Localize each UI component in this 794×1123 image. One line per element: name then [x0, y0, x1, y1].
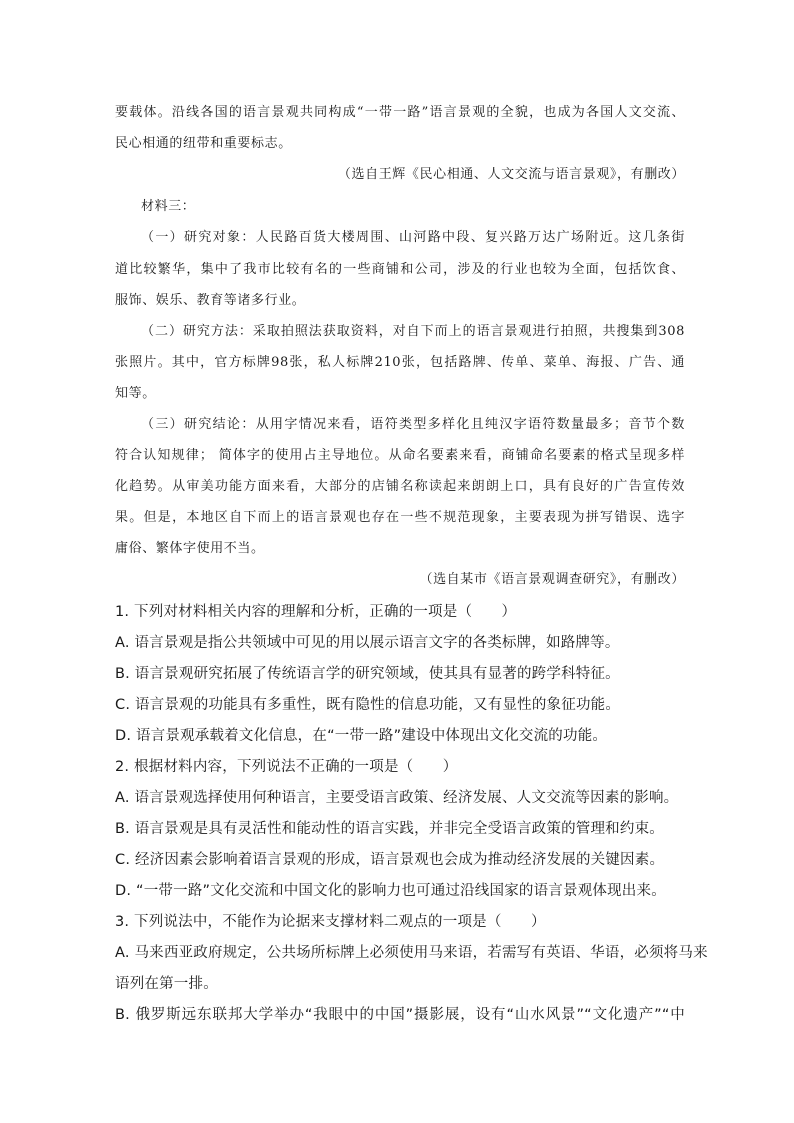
question-1-option-d: D. 语言景观承载着文化信息，在“一带一路”建设中体现出文化交流的功能。 — [115, 728, 608, 744]
question-3-option-b-line-1: B. 俄罗斯远东联邦大学举办“我眼中的中国”摄影展，设有“山水风景”“文化遗产”“中 — [115, 1007, 685, 1023]
material-three-para2-line-1: （二）研究方法：采取拍照法获取资料，对自下而上的语言景观进行拍照，共搜集到308 — [141, 324, 685, 339]
material-three-source: （选自某市《语言景观调查研究》，有删改） — [419, 572, 685, 587]
question-2-option-d: D. “一带一路”文化交流和中国文化的影响力也可通过沿线国家的语言景观体现出来。 — [115, 883, 666, 899]
question-1-option-a: A. 语言景观是指公共领域中可见的用以展示语言文字的各类标牌，如路牌等。 — [115, 635, 620, 651]
question-2-option-c: C. 经济因素会影响着语言景观的形成，语言景观也会成为推动经济发展的关键因素。 — [115, 852, 665, 868]
question-1-option-b: B. 语言景观研究拓展了传统语言学的研究领域，使其具有显著的跨学科特征。 — [115, 666, 620, 682]
material-two-line-1: 要载体。沿线各国的语言景观共同构成“一带一路”语言景观的全貌，也成为各国人文交流、 — [115, 105, 685, 120]
material-two-source: （选自王辉《民心相通、人文交流与语言景观》，有删改） — [337, 167, 685, 182]
question-2-stem: 2. 根据材料内容，下列说法不正确的一项是（ ） — [115, 759, 458, 775]
question-3-option-a-line-1: A. 马来西亚政府规定，公共场所标牌上必须使用马来语，若需写有英语、华语，必须将马来 — [115, 945, 708, 961]
material-three-para1-line-1: （一）研究对象：人民路百货大楼周围、山河路中段、复兴路万达广场附近。这几条街 — [141, 230, 685, 245]
material-three-para1-line-2: 道比较繁华，集中了我市比较有名的一些商铺和公司，涉及的行业也较为全面，包括饮食、 — [115, 262, 685, 277]
material-three-heading: 材料三： — [141, 199, 196, 214]
material-three-para2-line-3: 知等。 — [115, 386, 156, 401]
question-2-option-a: A. 语言景观选择使用何种语言，主要受语言政策、经济发展、人文交流等因素的影响。 — [115, 790, 679, 806]
question-1-option-c: C. 语言景观的功能具有多重性，既有隐性的信息功能，又有显性的象征功能。 — [115, 697, 621, 713]
question-3-stem: 3. 下列说法中，不能作为论据来支撑材料二观点的一项是（ ） — [115, 914, 546, 930]
question-1-stem: 1. 下列对材料相关内容的理解和分析，正确的一项是（ ） — [115, 604, 517, 620]
material-three-para3-line-2: 符合认知规律； 简体字的使用占主导地位。从命名要素来看，商铺命名要素的格式呈现多样 — [115, 448, 685, 463]
material-three-para3-line-4: 果。但是，本地区自下而上的语言景观也存在一些不规范现象，主要表现为拼写错误、选字 — [115, 510, 685, 525]
material-three-para1-line-3: 服饰、娱乐、教育等诸多行业。 — [115, 293, 306, 308]
question-3-option-a-line-2: 语列在第一排。 — [115, 976, 218, 992]
material-two-line-2: 民心相通的纽带和重要标志。 — [115, 136, 292, 151]
material-three-para2-line-2: 张照片。其中，官方标牌98张，私人标牌210张，包括路牌、传单、菜单、海报、广告、通 — [115, 355, 685, 370]
question-2-option-b: B. 语言景观是具有灵活性和能动性的语言实践，并非完全受语言政策的管理和约束。 — [115, 821, 664, 837]
material-three-para3-line-5: 庸俗、繁体字使用不当。 — [115, 541, 265, 556]
material-three-para3-line-3: 化趋势。从审美功能方面来看，大部分的店铺名称读起来朗朗上口，具有良好的广告宣传效 — [115, 479, 685, 494]
material-three-para3-line-1: （三）研究结论：从用字情况来看，语符类型多样化且纯汉字语符数量最多；音节个数 — [141, 417, 685, 432]
